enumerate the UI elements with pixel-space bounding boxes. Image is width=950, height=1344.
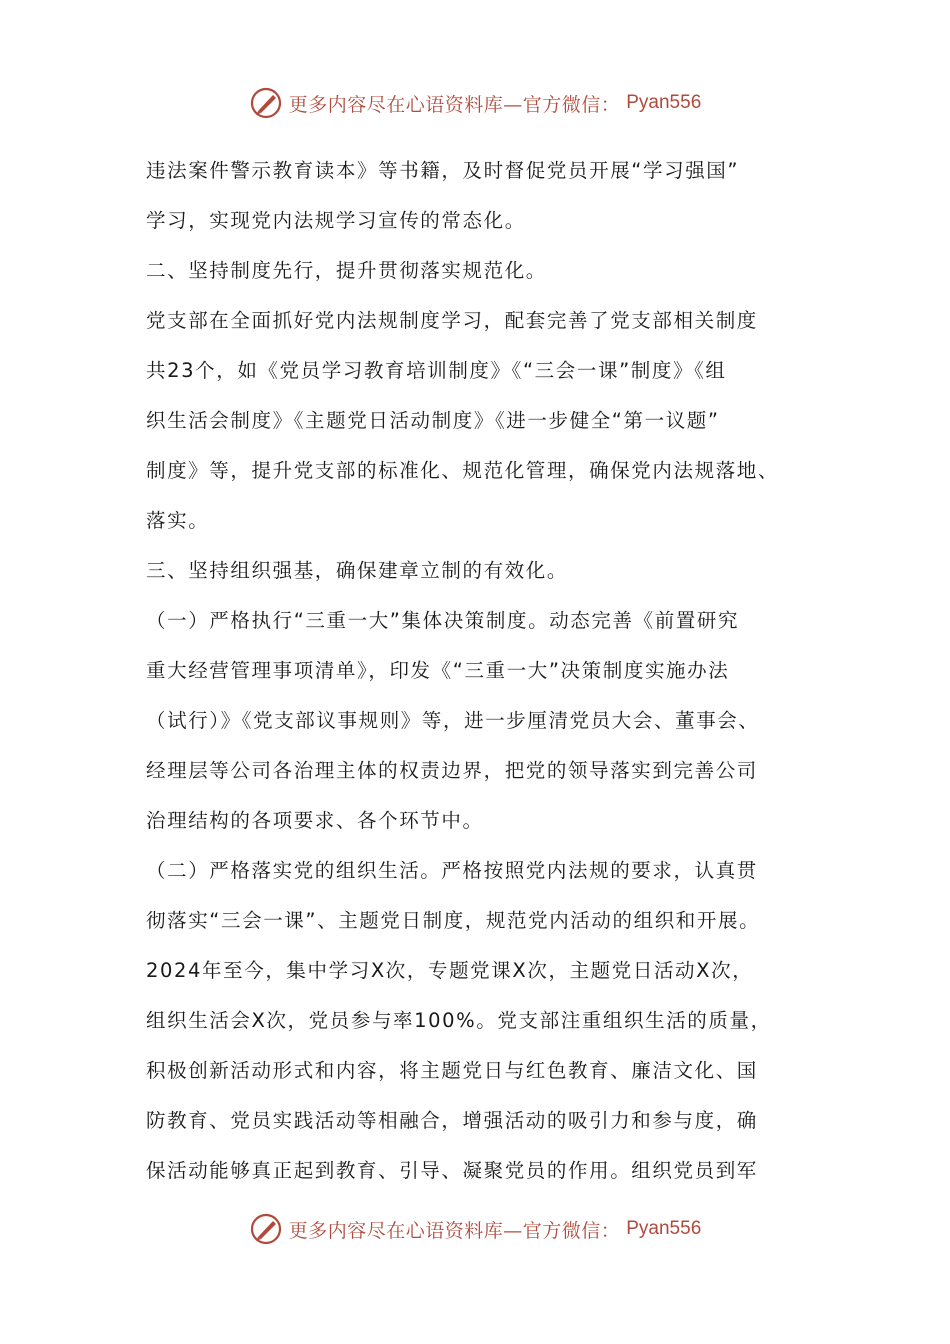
text-line: 共23个，如《党员学习教育培训制度》《“三会一课”制度》《组 <box>146 359 727 382</box>
watermark-text: 更多内容尽在心语资料库—官方微信： <box>288 93 621 116</box>
section-heading: 三、坚持组织强基，确保建章立制的有效化。 <box>146 559 569 582</box>
footer-watermark <box>0 1212 950 1246</box>
text-line: 保活动能够真正起到教育、引导、凝聚党员的作用。组织党员到军 <box>146 1159 758 1182</box>
pen-logo-icon <box>249 1212 283 1246</box>
text-line: 党支部在全面抓好党内法规制度学习，配套完善了党支部相关制度 <box>146 309 758 332</box>
text-line: 积极创新活动形式和内容，将主题党日与红色教育、廉洁文化、国 <box>146 1059 758 1082</box>
text-line: 制度》等，提升党支部的标准化、规范化管理，确保党内法规落地、 <box>146 459 780 482</box>
watermark-wechat-id: Pyan556 <box>626 1218 702 1239</box>
document-body <box>146 150 826 1200</box>
text-line: （一）严格执行“三重一大”集体决策制度。动态完善《前置研究 <box>146 609 740 632</box>
text-line: 违法案件警示教育读本》等书籍，及时督促党员开展“学习强国” <box>146 159 740 182</box>
header-watermark <box>0 86 950 120</box>
text-line: 经理层等公司各治理主体的权责边界，把党的领导落实到完善公司 <box>146 759 758 782</box>
text-line: 防教育、党员实践活动等相融合，增强活动的吸引力和参与度，确 <box>146 1109 758 1132</box>
section-heading: 二、坚持制度先行，提升贯彻落实规范化。 <box>146 259 547 282</box>
text-line: （二）严格落实党的组织生活。严格按照党内法规的要求，认真贯 <box>146 859 758 882</box>
watermark-text: 更多内容尽在心语资料库—官方微信： <box>288 1219 621 1242</box>
text-line: 织生活会制度》《主题党日活动制度》《进一步健全“第一议题” <box>146 409 720 432</box>
pen-logo-icon <box>249 86 283 120</box>
text-line: （试行）》《党支部议事规则》等，进一步厘清党员大会、董事会、 <box>146 709 760 732</box>
text-line: 彻落实“三会一课”、主题党日制度，规范党内活动的组织和开展。 <box>146 909 761 932</box>
text-line: 重大经营管理事项清单》，印发《“三重一大”决策制度实施办法 <box>146 659 730 682</box>
text-line: 2024年至今，集中学习X次，专题党课X次，主题党日活动X次， <box>146 959 754 982</box>
text-line: 治理结构的各项要求、各个环节中。 <box>146 809 484 832</box>
text-line: 学习，实现党内法规学习宣传的常态化。 <box>146 209 526 232</box>
text-line: 落实。 <box>146 509 210 532</box>
watermark-wechat-id: Pyan556 <box>626 92 702 113</box>
text-line: 组织生活会X次，党员参与率100%。党支部注重组织生活的质量， <box>146 1009 772 1032</box>
